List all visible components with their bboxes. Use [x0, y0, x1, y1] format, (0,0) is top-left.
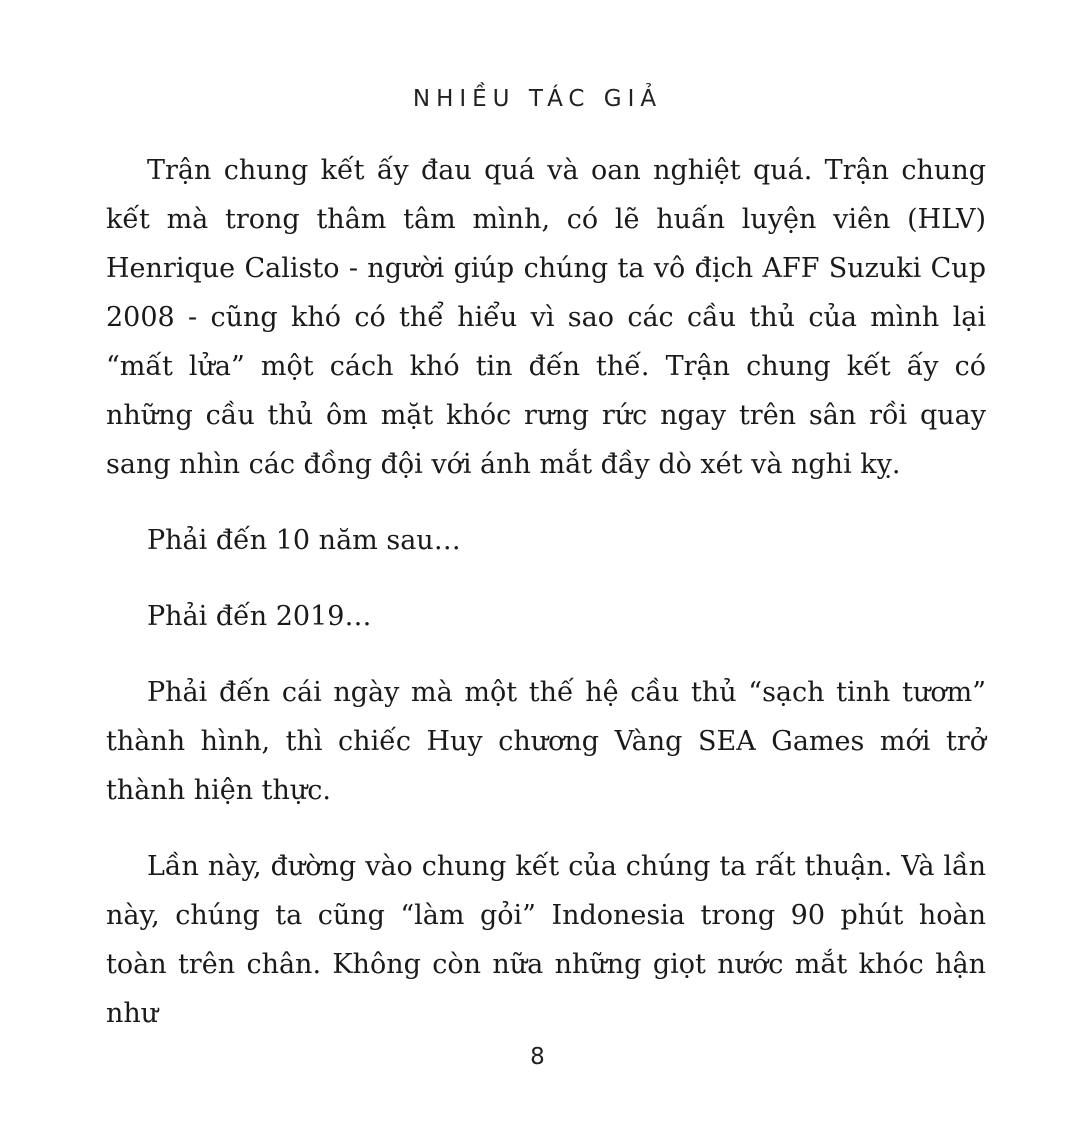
running-header: NHIỀU TÁC GIẢ: [412, 86, 663, 112]
paragraph: Phải đến cái ngày mà một thế hệ cầu thủ “sạch tinh tươm” thành hình, thì chiếc Huy chương Vàng SEA Games mới trở thành hiện thực.: [106, 677, 986, 806]
paragraph: Phải đến 2019…: [147, 601, 372, 632]
page-number: 8: [530, 1044, 545, 1070]
body-text: [106, 146, 986, 1038]
paragraph: Trận chung kết ấy đau quá và oan nghiệt quá. Trận chung kết mà trong thâm tâm mình, có lẽ huấn luyện viên (HLV) Henrique Calisto - người giúp chúng ta vô địch AFF Suzuki Cup 2008 - cũng khó có thể hiểu vì sao các cầu thủ của mình lại “mất lửa” một cách khó tin đến thế. Trận chung kết ấy có những cầu thủ ôm mặt khóc rưng rức ngay trên sân rồi quay sang nhìn các đồng đội với ánh mắt đầy dò xét và nghi kỵ.: [106, 155, 986, 480]
paragraph: Phải đến 10 năm sau…: [147, 525, 461, 556]
paragraph: Lần này, đường vào chung kết của chúng ta rất thuận. Và lần này, chúng ta cũng “làm gỏi” Indonesia trong 90 phút hoàn toàn trên chân. Không còn nữa những giọt nước mắt khóc hận như: [106, 851, 986, 1029]
